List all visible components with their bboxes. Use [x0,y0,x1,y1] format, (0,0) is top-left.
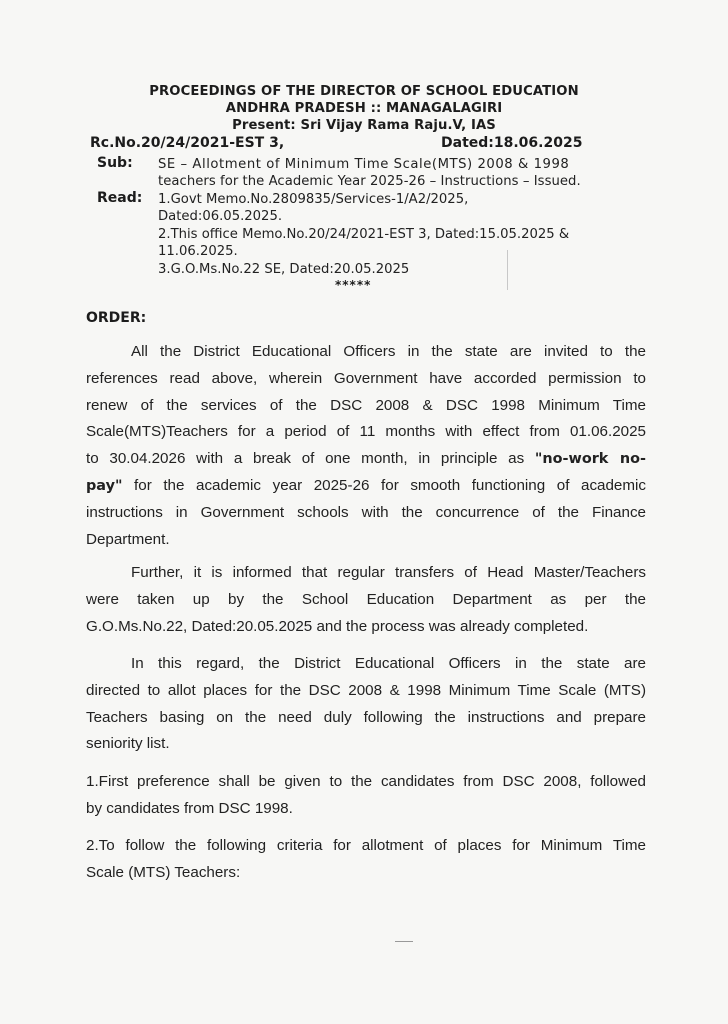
p1-line: references read above, wherein Government have accorded permission to [86,369,646,387]
subject-line-2: teachers for the Academic Year 2025-26 – Instructions – Issued. [158,174,581,189]
pay-emphasis: pay" [86,477,123,494]
order-paragraph-2 [86,560,646,640]
p1-line [86,446,646,473]
order-date: Dated:18.06.2025 [441,135,583,151]
p3-line: directed to allot places for the DSC 2008 & 1998 Minimum Time Scale (MTS) [86,681,646,699]
separator: ***** [335,278,372,292]
p3-line: seniority list. [86,735,170,753]
p3-line: Teachers basing on the need duly following the instructions and prepare [86,708,646,726]
read-item-1-date: Dated:06.05.2025. [158,209,283,224]
p1-line [86,473,646,500]
subject-line-1: SE – Allotment of Minimum Time Scale(MTS) 2008 & 1998 [158,157,570,172]
order-paragraph-3 [86,651,646,758]
scan-artifact [395,941,413,942]
rc-number: Rc.No.20/24/2021-EST 3, [90,135,285,151]
point2-line: Scale (MTS) Teachers: [86,863,241,881]
read-label: Read: [97,190,143,206]
header-state: ANDHRA PRADESH :: MANAGALAGIRI [225,101,503,116]
order-paragraph-1 [86,339,646,553]
p2-line: G.O.Ms.No.22, Dated:20.05.2025 and the process was already completed. [86,617,589,635]
subject-label: Sub: [97,155,133,171]
p1-line: Department. [86,530,170,548]
p1-text: to 30.04.2026 with a break of one month, in principle as [86,450,535,468]
point1-line: by candidates from DSC 1998. [86,799,293,817]
read-item-1: 1.Govt Memo.No.2809835/Services-1/A2/2025, [158,192,469,207]
p1-text: for the academic year 2025-26 for smooth functioning of academic [122,476,646,494]
read-item-3: 3.G.O.Ms.No.22 SE, Dated:20.05.2025 [158,262,410,277]
read-item-2: 2.This office Memo.No.20/24/2021-EST 3, Dated:15.05.2025 & [158,227,570,242]
no-work-no-pay-emphasis: "no-work no- [534,451,646,468]
p2-line: Further, it is informed that regular transfers of Head Master/Teachers [131,564,646,581]
point2-line: 2.To follow the following criteria for allotment of places for Minimum Time [86,837,646,854]
p2-line: were taken up by the School Education Department as per the [86,590,646,608]
order-point-1 [86,769,646,823]
order-point-2 [86,833,646,887]
p1-line: All the District Educational Officers in the state are invited to the [131,343,646,360]
point1-line: 1.First preference shall be given to the candidates from DSC 2008, followed [86,773,646,790]
order-heading: ORDER: [86,310,147,326]
read-item-2-date: 11.06.2025. [158,244,238,259]
header-title: PROCEEDINGS OF THE DIRECTOR OF SCHOOL EDUCATION [149,84,579,99]
header-present: Present: Sri Vijay Rama Raju.V, IAS [232,118,496,133]
p1-line: Scale(MTS)Teachers for a period of 11 months with effect from 01.06.2025 [86,423,646,441]
p1-line: renew of the services of the DSC 2008 & DSC 1998 Minimum Time [86,396,646,414]
scan-artifact [507,250,508,290]
p3-line: In this regard, the District Educational Officers in the state are [131,655,646,672]
p1-line: instructions in Government schools with the concurrence of the Finance [86,503,646,521]
